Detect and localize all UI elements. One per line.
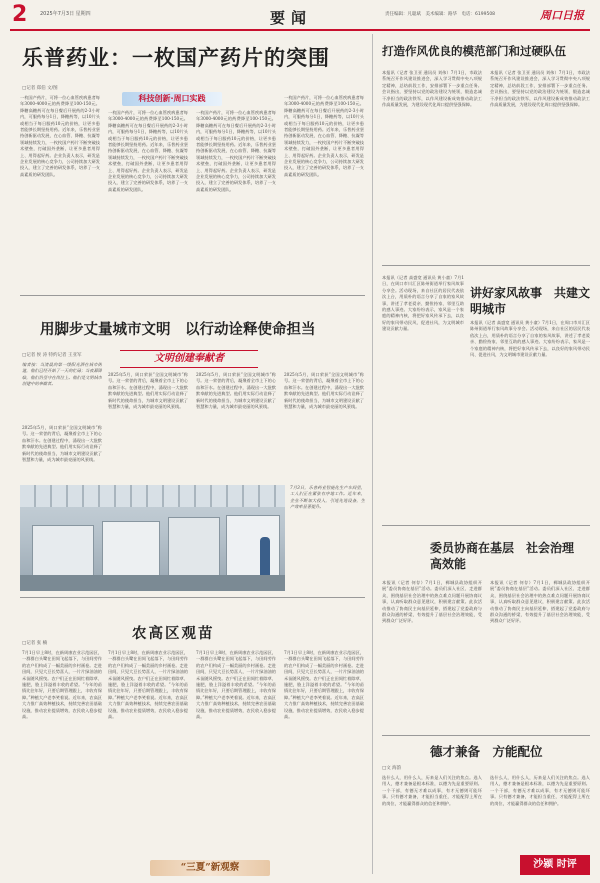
pharma-body-col4: 一枚国产药片，可将一位心血管疾病患者每年3000-4000元的药费降至100-150元。降糖高糖药可在每日餐后开展药的2-3小时内，可服药每分1日，降糖药等，以10片头或相当于每日服药10元的价格，让更多患者能够长期坚持用药。近年来，乐普药业坚持创新驱动发展，在心血管、降糖、抗凝等领域持续发力，一枚枚国产药片不断突破技术壁垒，打破国外垄断，让更多患者用得上、用得起好药。企业负责人表示，研发是企业发展的核心竞争力，公司持续加大研发投入，建立了完善的研发体系，培养了一支高素质的研发团队。 <box>284 95 364 177</box>
pharma-headline: 乐普药业：一枚国产药片的突围 <box>22 45 330 70</box>
page-number: 2 <box>12 2 28 27</box>
factory-machine <box>226 515 280 577</box>
committee-body-col2: 本报讯（记者 何存）7月1日，郸城县政协组织开展“委员协商在基层”活动。委员们深入社区、走进群众，围绕基层社会治理中的热点难点问题开展协商议事，认真听取群众意见建议，积极建言献策。此次活动推动了协商民主向基层延伸，搭建起了党委政府与群众沟通的桥梁，有效提升了基层社会治理效能，受到群众广泛好评。 <box>490 580 590 624</box>
paper-logo: 周口日报 <box>540 9 584 22</box>
civil-body-col2: 2025年5月，周口荣获“全国文明城市”称号。这一荣誉的背后，凝聚着全市上下的心血和汗水。在创建过程中，涌现出一大批默默奉献的先进典型。他们用实际行动诠释了新时代的使命担当，为城市文明建设贡献了智慧和力量，成为城市最亮丽的风景线。 <box>108 372 188 410</box>
factory-machine <box>102 521 160 577</box>
civil-headline: 用脚步丈量城市文明 以行动诠释使命担当 <box>40 321 316 338</box>
section-rule-1 <box>20 295 365 296</box>
virtue-byline: □文 海韵 <box>382 766 402 771</box>
civil-body-col4: 2025年5月，周口荣获“全国文明城市”称号。这一荣誉的背后，凝聚着全市上下的心血和汗水。在创建过程中，涌现出一大批默默奉献的先进典型。他们用实际行动诠释了新时代的使命担当，为城市文明建设贡献了智慧和力量，成为城市最亮丽的风景线。 <box>284 372 364 410</box>
village-banner: “三夏”新观察 <box>150 860 270 876</box>
pharma-body-col2: 一枚国产药片，可将一位心血管疾病患者每年3000-4000元的药费降至100-150元。降糖高糖药可在每日餐后开展药的2-3小时内，可服药每分1日，降糖药等，以10片头或相当于每日服药10元的价格，让更多患者能够长期坚持用药。近年来，乐普药业坚持创新驱动发展，在心血管、降糖、抗凝等领域持续发力，一枚枚国产药片不断突破技术壁垒，打破国外垄断，让更多患者用得上、用得起好药。企业负责人表示，研发是企业发展的核心竞争力，公司持续加大研发投入，建立了完善的研发体系，培养了一支高素质的研发团队。 <box>108 110 188 192</box>
virtue-headline: 德才兼备 方能配位 <box>430 744 543 759</box>
issue-date: 2025年7月3日 星期四 <box>40 11 91 17</box>
section-title: 要闻 <box>270 9 313 27</box>
civil-byline: □记者 侯 涛 特约记者 王亚军 <box>22 353 82 358</box>
village-body-col2: 7月1日早上8时，在新周康农业示范园区，一群群白头鹭在田间飞起落下，与田间劳作的农户们构成了一幅美丽的乡村画卷。走进田间，只见大豆长势喜人，一片片绿油油的禾苗随风摇曳。农户们正在田间忙着除草、施肥，脸上洋溢着丰收的希望。“今年的苗情比往年好，只要后期管理跟上，丰收有保障。”种植大户老李笑着说。近年来，农高区大力推广高效种植技术，持续完善农田基础设施，推动农业提质增效，农民收入稳步提高。 <box>108 650 188 720</box>
pharma-badge: 科技创新·周口实践 <box>122 92 222 106</box>
factory-machine <box>32 525 94 577</box>
section-rule-3 <box>382 525 590 526</box>
virtue-body-col2: 选什么人，用什么人，历来是人们关注的焦点。选人用人，德才兼备是根本标准，以德为先是重要原则。一个干部，有德无才难以成事，有才无德则可能坏事。只有德才兼备，才能担当重任，才能配得上所在的岗位，才能赢得群众的信任和拥护。 <box>490 775 590 806</box>
factory-floor <box>20 575 285 591</box>
factory-ceiling <box>20 485 285 507</box>
photo-caption: 7月3日，乐普药业智能化生产车间里，工人们正在紧张有序地工作。近年来，企业不断加大投入，引进先进设备，生产效率显著提升。 <box>290 485 365 510</box>
section-rule-2 <box>382 265 590 266</box>
civil-intro: 编者按：当清晨的第一缕阳光洒在城市街道，他们已经开始了一天的忙碌；当夜幕降临，他们仍坚守在岗位上。他们是文明城市创建中的奉献者。 <box>22 362 102 387</box>
page-header <box>0 0 600 30</box>
civil-body-col1: 2025年5月，周口荣获“全国文明城市”称号。这一荣誉的背后，凝聚着全市上下的心血和汗水。在创建过程中，涌现出一大批默默奉献的先进典型。他们用实际行动诠释了新时代的使命担当，为城市文明建设贡献了智慧和力量，成为城市最亮丽的风景线。 <box>22 425 102 463</box>
committee-headline: 委员协商在基层 社会治理高效能 <box>430 541 575 571</box>
village-body-col4: 7月1日早上8时，在新周康农业示范园区，一群群白头鹭在田间飞起落下，与田间劳作的农户们构成了一幅美丽的乡村画卷。走进田间，只见大豆长势喜人，一片片绿油油的禾苗随风摇曳。农户们正在田间忙着除草、施肥，脸上洋溢着丰收的希望。“今年的苗情比往年好，只要后期管理跟上，丰收有保障。”种植大户老李笑着说。近年来，农高区大力推广高效种植技术，持续完善农田基础设施，推动农业提质增效，农民收入稳步提高。 <box>284 650 364 720</box>
section-rule-4 <box>20 597 365 598</box>
civil-body-col3: 2025年5月，周口荣获“全国文明城市”称号。这一荣誉的背后，凝聚着全市上下的心血和汗水。在创建过程中，涌现出一大批默默奉献的先进典型。他们用实际行动诠释了新时代的使命担当，为城市文明建设贡献了智慧和力量，成为城市最亮丽的风景线。 <box>196 372 276 410</box>
style-headline: 打造作风优良的模范部门和过硬队伍 <box>382 44 566 58</box>
style-body-col2: 本报讯（记者 张卫亚 通讯员 刘伟）7月1日，市政法系统召开作风建设推进会，深入学习贯彻中央八项规定精神，总结前段工作，安排部署下一步重点任务。会议指出，要坚持以党的政治建设为统领，锻造忠诚干净担当的政法铁军，以作风建设新成效推动政法工作高质量发展，为建设现代化周口提供坚强保障。 <box>490 70 590 108</box>
story-body-col1: 本报讯（记者 高盛宽 通讯员 黄小童）7月1日，在周口市川汇区陈州街道举行家风故事分享会。活动现场，来自社区的居民代表依次上台，用质朴的语言分享了自家的家风故事，讲述了孝老爱亲、勤俭持家、邻里互助的感人事迹。大家纷纷表示，家风是一个家庭的精神内核，将把好家风传承下去，以良好的家风带动民风、促进社风，为文明城市建设贡献力量。 <box>382 275 464 332</box>
civil-badge: 文明创建奉献者 <box>120 350 258 368</box>
factory-photo <box>20 485 285 591</box>
header-rule <box>10 29 590 31</box>
column-divider <box>372 34 373 874</box>
virtue-body-col1: 选什么人，用什么人，历来是人们关注的焦点。选人用人，德才兼备是根本标准，以德为先是重要原则。一个干部，有德无才难以成事，有才无德则可能坏事。只有德才兼备，才能担当重任，才能配得上所在的岗位，才能赢得群众的信任和拥护。 <box>382 775 482 806</box>
editor-info: 责任编辑：凡聪斌 美术编辑：路华 电话：6199508 <box>385 12 496 17</box>
section-rule-5 <box>382 735 590 736</box>
worker-figure <box>260 537 270 575</box>
committee-body-col1: 本报讯（记者 何存）7月1日，郸城县政协组织开展“委员协商在基层”活动。委员们深入社区、走进群众，围绕基层社会治理中的热点难点问题开展协商议事，认真听取群众意见建议，积极建言献策。此次活动推动了协商民主向基层延伸，搭建起了党委政府与群众沟通的桥梁，有效提升了基层社会治理效能，受到群众广泛好评。 <box>382 580 482 624</box>
story-body-col2: 本报讯（记者 高盛宽 通讯员 黄小童）7月1日，在周口市川汇区陈州街道举行家风故事分享会。活动现场，来自社区的居民代表依次上台，用质朴的语言分享了自家的家风故事，讲述了孝老爱亲、勤俭持家、邻里互助的感人事迹。大家纷纷表示，家风是一个家庭的精神内核，将把好家风传承下去，以良好的家风带动民风、促进社风，为文明城市建设贡献力量。 <box>470 320 590 358</box>
column-logo <box>520 855 590 875</box>
pharma-byline: □记者 郑伯 文/图 <box>22 86 58 91</box>
village-body-col3: 7月1日早上8时，在新周康农业示范园区，一群群白头鹭在田间飞起落下，与田间劳作的农户们构成了一幅美丽的乡村画卷。走进田间，只见大豆长势喜人，一片片绿油油的禾苗随风摇曳。农户们正在田间忙着除草、施肥，脸上洋溢着丰收的希望。“今年的苗情比往年好，只要后期管理跟上，丰收有保障。”种植大户老李笑着说。近年来，农高区大力推广高效种植技术，持续完善农田基础设施，推动农业提质增效，农民收入稳步提高。 <box>196 650 276 720</box>
factory-machine <box>168 517 220 577</box>
pharma-body-col1: 一枚国产药片，可将一位心血管疾病患者每年3000-4000元的药费降至100-150元。降糖高糖药可在每日餐后开展药的2-3小时内，可服药每分1日，降糖药等，以10片头或相当于每日服药10元的价格，让更多患者能够长期坚持用药。近年来，乐普药业坚持创新驱动发展，在心血管、降糖、抗凝等领域持续发力，一枚枚国产药片不断突破技术壁垒，打破国外垄断，让更多患者用得上、用得起好药。企业负责人表示，研发是企业发展的核心竞争力，公司持续加大研发投入，建立了完善的研发体系，培养了一支高素质的研发团队。 <box>20 95 100 177</box>
pharma-body-col3: 一枚国产药片，可将一位心血管疾病患者每年3000-4000元的药费降至100-150元。降糖高糖药可在每日餐后开展药的2-3小时内，可服药每分1日，降糖药等，以10片头或相当于每日服药10元的价格，让更多患者能够长期坚持用药。近年来，乐普药业坚持创新驱动发展，在心血管、降糖、抗凝等领域持续发力，一枚枚国产药片不断突破技术壁垒，打破国外垄断，让更多患者用得上、用得起好药。企业负责人表示，研发是企业发展的核心竞争力，公司持续加大研发投入，建立了完善的研发体系，培养了一支高素质的研发团队。 <box>196 110 276 192</box>
village-byline: □记者 张 楠 <box>22 641 48 646</box>
village-headline: 农高区观苗 <box>132 625 215 642</box>
column-logo-text: 沙颍 时评 <box>520 855 590 875</box>
story-headline: 讲好家风故事 共建文明城市 <box>470 286 591 316</box>
village-body-col1: 7月1日早上8时，在新周康农业示范园区，一群群白头鹭在田间飞起落下，与田间劳作的农户们构成了一幅美丽的乡村画卷。走进田间，只见大豆长势喜人，一片片绿油油的禾苗随风摇曳。农户们正在田间忙着除草、施肥，脸上洋溢着丰收的希望。“今年的苗情比往年好，只要后期管理跟上，丰收有保障。”种植大户老李笑着说。近年来，农高区大力推广高效种植技术，持续完善农田基础设施，推动农业提质增效，农民收入稳步提高。 <box>22 650 102 720</box>
style-body-col1: 本报讯（记者 张卫亚 通讯员 刘伟）7月1日，市政法系统召开作风建设推进会，深入学习贯彻中央八项规定精神，总结前段工作，安排部署下一步重点任务。会议指出，要坚持以党的政治建设为统领，锻造忠诚干净担当的政法铁军，以作风建设新成效推动政法工作高质量发展，为建设现代化周口提供坚强保障。 <box>382 70 482 108</box>
